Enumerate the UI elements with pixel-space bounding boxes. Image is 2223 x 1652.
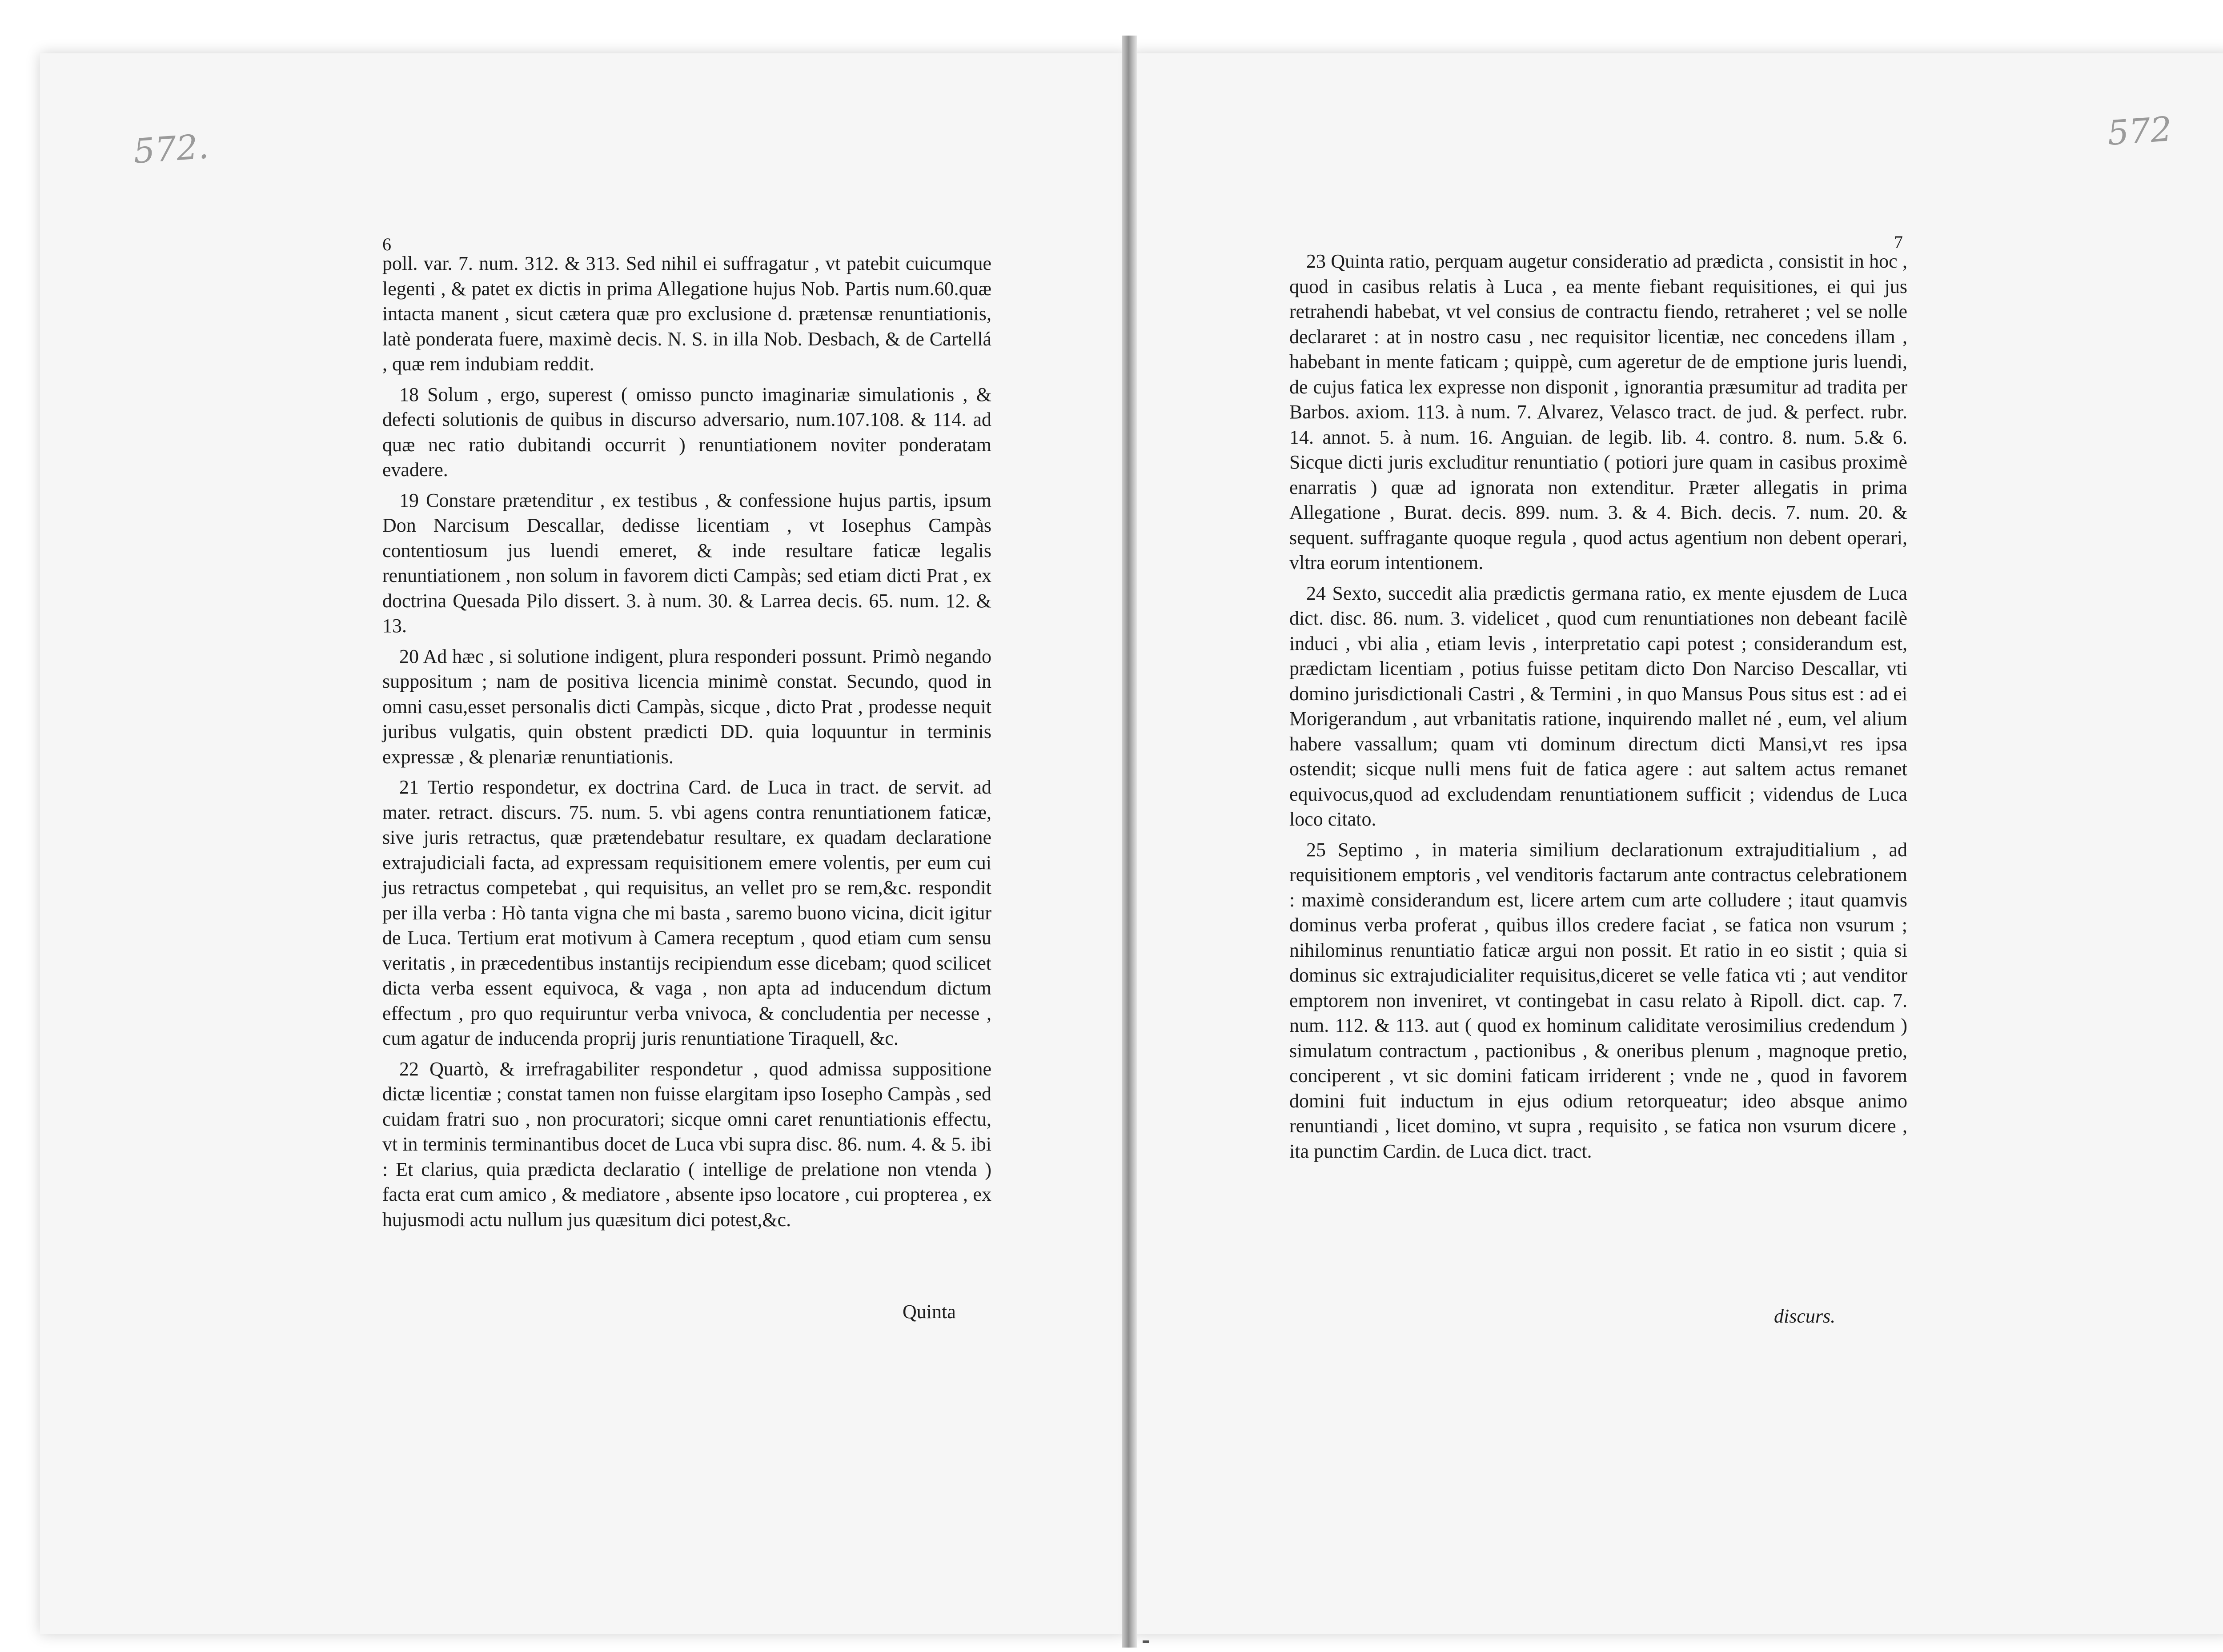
right-catchword: discurs. — [1774, 1305, 1836, 1327]
paragraph-25: 25 Septimo , in materia similium declarationum extrajuditialium , ad requisitionem emptoris , vel venditoris factarum ante contractus celebrationem : maximè considerandum est, licere artem cum arte colludere ; itaut quamvis dominus verba proferat , quibus illos credere faciat , se fatica non vsurum ; nihilominus renuntiatio faticæ argui non possit. Et ratio in eo sistit ; quia si dominus sic extrajudicialiter requisitus,diceret se velle fatica vti ; aut venditor emptorem non inveniret, vt contingebat in casu relato à Ripoll. dict. cap. 7. num. 112. & 113. aut ( quod ex hominum caliditate verosimilius credendum ) simulatum contractum , pactionibus , & oneribus plenum , magnoque pretio, conciperent , vt sic domini faticam irriderent ; vnde ne , quod in favorem domini fuit inductum in ejus odium retorqueatur; ideo absque animo renuntiandi , licet domino, vt supra , requisito , se fatica non vsurum dicere , ita punctim Cardin. de Luca dict. tract. — [1289, 838, 1907, 1162]
paragraph-23: 23 Quinta ratio, perquam augetur consideratio ad prædicta , consistit in hoc , quod in casibus relatis à Luca , ea mente fiebant requisitiones, ei qui jus retrahendi habebat, vt vel consius de contractu fiendo, retraheret ; vel se nolle declararet : at in nostro casu , nec requisitor licentiæ, nec concedens illam , habebant in mente faticam ; quippè, cum ageretur de de emptione juris luendi, de cujus fatica lex expresse non disponit , ignorantia præsumitur ad tradita per Barbos. axiom. 113. à num. 7. Alvarez, Velasco tract. de jud. & perfect. rubr. 14. annot. 5. à num. 16. Anguian. de legib. lib. 4. contro. 8. num. 5.& 6. Sicque dicti juris excluditur renuntiatio ( potiori jure quam in casibus proximè enarratis ) quæ ad ignorata non extenditur. Præter allegatis in prima Allegatione , Burat. decis. 899. num. 3. & 4. Bich. decis. 7. num. 20. & sequent. suffragante quoque regula , quod actus agentium non debent operari, vltra eorum intentionem. — [1289, 250, 1907, 573]
bottom-edge-mark — [1143, 1640, 1149, 1643]
left-page-number: 6 — [382, 234, 391, 254]
paragraph-24: 24 Sexto, succedit alia prædictis germana ratio, ex mente ejusdem de Luca dict. disc. 86. num. 3. videlicet , quod cum renuntiationes non debeant facilè induci , vbi alia , etiam levis , interpretatio capi potest ; considerandum est, prædictam licentiam , potius fuisse petitam dicto Don Narciso Descallar, vti domino jurisdictionali Castri , & Termini , in quo Mansus Pous situs est : ad ei Morigerandum , aut vrbanitatis ratione, inquirendo mallet né , eum, vel alium habere vassallum; quam vti dominum directum dicti Mansi,vt res ipsa ostendit; sicque nulli mens fuit de fatica agere : aut saltem actus remanet equivocus,quod ad excludendam renuntiationem sufficit ; videndus de Luca loco citato. — [1289, 582, 1907, 830]
paragraph-20: 20 Ad hæc , si solutione indigent, plura responderi possunt. Primò negando suppositum ; nam de positiva licencia minimè constat. Secundo, quod in omni casu,esset personalis dicti Campàs, sicque , dicto Prat , prodesse nequit juribus vulgatis, quin obstent prædicti DD. quia loquuntur in terminis expressæ , & plenariæ renuntiationis. — [382, 645, 991, 768]
paragraph-22: 22 Quartò, & irrefragabiliter respondetur , quod admissa suppositione dictæ licentiæ ; constat tamen non fuisse elargitam ipso Iosepho Campàs , sed cuidam fratri suo , non procuratori; sicque omni caret renuntiationis effectu, vt in terminis terminantibus docet de Luca vbi supra disc. 86. num. 4. & 5. ibi : Et clarius, quia prædicta declaratio ( intellige de prelatione non vtenda ) facta erat cum amico , & mediatore , absente ipso locatore , cui propterea , ex hujusmodi actu nullum jus quæsitum dici potest,&c. — [382, 1058, 991, 1231]
right-text-column — [1289, 232, 1907, 1169]
right-manuscript-folio-number: 572 — [2106, 109, 2173, 153]
paragraph-continuation: poll. var. 7. num. 312. & 313. Sed nihil ei suffragatur , vt patebit cuicumque legenti , & patet ex dictis in prima Allegatione hujus Nob. Partis num.60.quæ intacta manent , sicut cætera quæ pro exclusione d. prætensæ renuntiationis, latè ponderata fuere, maximè decis. N. S. in illa Nob. Desbach, & de Cartellá , quæ rem indubiam reddit. — [382, 253, 991, 375]
left-manuscript-folio-number: 572. — [132, 126, 210, 171]
left-catchword: Quinta — [903, 1301, 956, 1323]
left-text-column — [382, 234, 991, 1238]
book-gutter — [1122, 36, 1137, 1648]
paragraph-21: 21 Tertio respondetur, ex doctrina Card. de Luca in tract. de servit. ad mater. retract. discurs. 75. num. 5. vbi agens contra renuntiationem faticæ, sive juris retractus, quæ prætendebatur resultare, ex quadam declaratione extrajudiciali facta, ad expressam requisitionem emere volentis, per eum cui jus retractus competebat , qui requisitus, an vellet pro se rem,&c. respondit per illa verba : Hò tanta vigna che mi basta , saremo buono vicina, dicit igitur de Luca. Tertium erat motivum à Camera receptum , quod etiam cum sensu veritatis , in præcedentibus instantijs recipiendum esse dicebam; quod scilicet dicta verba essent equivoca, & vaga , non apta ad inducendum dictum effectum , pro quo requiruntur verba vnivoca, & concludentia per necesse , cum agatur de inducenda proprij juris renuntiatione Tiraquell, &c. — [382, 776, 991, 1049]
right-page-number: 7 — [1894, 232, 1903, 252]
paragraph-19: 19 Constare prætenditur , ex testibus , & confessione hujus partis, ipsum Don Narcisum Descallar, dedisse licentiam , vt Iosephus Campàs contentiosum jus luendi emeret, & inde resultare faticæ legalis renuntiationem , non solum in favorem dicti Campàs; sed etiam dicti Prat , ex doctrina Quesada Pilo dissert. 3. à num. 30. & Larrea decis. 65. num. 12. & 13. — [382, 489, 991, 637]
paragraph-18: 18 Solum , ergo, superest ( omisso puncto imaginariæ simulationis , & defecti solutionis de quibus in discurso adversario, num.107.108. & 114. ad quæ nec ratio dubitandi occurrit ) renuntiationem noviter ponderatam evadere. — [382, 383, 991, 481]
